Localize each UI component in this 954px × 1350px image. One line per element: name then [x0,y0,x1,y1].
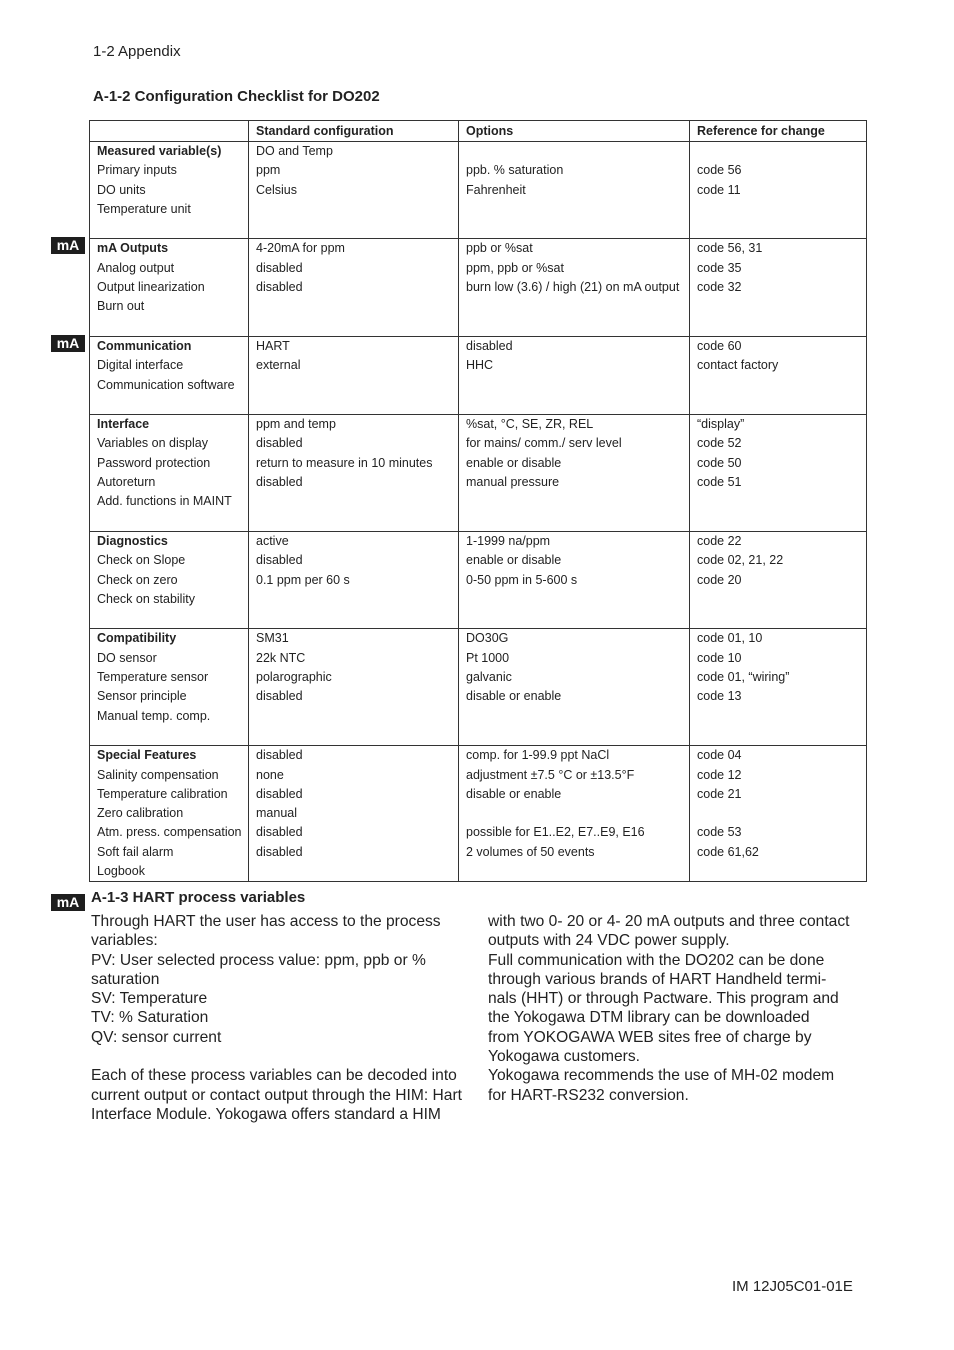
cell-line: SM31 [256,631,289,646]
paragraph-line: outputs with 24 VDC power supply. [488,932,730,950]
paragraph-line: PV: User selected process value: ppm, ppb or % [91,951,426,969]
cell-line: code 20 [697,572,742,587]
section-title-hart: A-1-3 HART process variables [91,889,306,906]
cell-line: disabled [256,553,303,568]
paragraph-line [91,1047,466,1066]
cell-line: 0.1 ppm per 60 s [256,572,350,587]
table-section-row [90,415,867,532]
section-title: Communication [97,338,192,353]
paragraph-line: Interface Module. Yokogawa offers standard a HIM [91,1105,441,1123]
table-cell [90,142,249,239]
table-cell [690,531,867,628]
cell-line: DO units [97,182,146,197]
cell-line: contact factory [697,358,779,373]
table-cell [249,629,459,746]
cell-line [697,142,866,161]
paragraph-line: SV: Temperature [91,990,208,1008]
cell-line: 22k NTC [256,650,306,665]
cell-line: active [256,533,289,548]
cell-line: code 60 [697,338,742,353]
cell-line [97,726,248,745]
cell-line: code 13 [697,689,742,704]
cell-line [466,804,689,823]
cell-line: code 52 [697,436,742,451]
cell-line: disable or enable [466,689,562,704]
cell-line [697,590,866,609]
cell-line: Zero calibration [97,806,184,821]
cell-line [466,376,689,395]
table-section-row [90,746,867,882]
cell-line [466,297,689,316]
paragraph-line: Full communication with the DO202 can be done [488,951,825,969]
section-title: Compatibility [97,631,177,646]
column-header: Standard configuration [249,121,459,142]
ma-badge: mA [51,894,85,911]
cell-line: DO30G [466,631,509,646]
paragraph-line: nals (HHT) or through Pactware. This program and [488,990,839,1008]
ma-badge: mA [51,237,85,254]
cell-line: Atm. press. compensation [97,825,242,840]
cell-line: disabled [256,844,303,859]
paragraph-line: from YOKOGAWA WEB sites free of charge by [488,1028,812,1046]
cell-line: burn low (3.6) / high (21) on mA output [466,280,680,295]
table-cell [249,142,459,239]
table-cell [459,239,690,336]
paragraph-line: Yokogawa customers. [488,1048,640,1066]
cell-line: external [256,358,301,373]
ma-badge: mA [51,335,85,352]
cell-line: manual pressure [466,475,560,490]
cell-line [97,317,248,336]
cell-line: ppm, ppb or %sat [466,260,564,275]
table-section-row [90,336,867,414]
cell-line: code 01, 10 [697,631,763,646]
cell-line: ppb or %sat [466,241,533,256]
cell-line [256,590,458,609]
column-header [90,121,249,142]
cell-line: Communication software [97,377,235,392]
section-title: mA Outputs [97,241,169,256]
cell-line: code 35 [697,260,742,275]
table-cell [90,336,249,414]
table-cell [90,746,249,882]
table-header-row [90,121,867,142]
cell-line [466,590,689,609]
table-cell [459,142,690,239]
paragraph-line: Yokogawa recommends the use of MH-02 modem [488,1067,835,1085]
paragraph-line: with two 0- 20 or 4- 20 mA outputs and three contact [488,913,850,930]
cell-line: ppm [256,163,281,178]
cell-line: code 22 [697,533,742,548]
paragraph-line: Through HART the user has access to the process [91,913,441,930]
table-cell [249,531,459,628]
cell-line: manual [256,806,297,821]
cell-line: Check on Slope [97,553,186,568]
cell-line: galvanic [466,670,512,685]
cell-line [466,492,689,511]
cell-line: Temperature unit [97,201,191,216]
cell-line: HART [256,338,290,353]
cell-line: polarographic [256,670,332,685]
cell-line: Autoreturn [97,475,156,490]
cell-line: Fahrenheit [466,182,526,197]
paragraph-line: Each of these process variables can be decoded into [91,1067,457,1085]
cell-line: code 12 [697,767,742,782]
cell-line: disabled [256,689,303,704]
section-title: Special Features [97,748,197,763]
table-cell [459,629,690,746]
table-cell [249,415,459,532]
cell-line: DO sensor [97,650,157,665]
cell-line: code 51 [697,475,742,490]
column-header: Options [459,121,690,142]
cell-line: enable or disable [466,455,562,470]
cell-line: Digital interface [97,358,184,373]
cell-line: disabled [256,475,303,490]
cell-line: Check on zero [97,572,178,587]
table-cell [690,142,867,239]
cell-line: Password protection [97,455,211,470]
section-title: Diagnostics [97,533,168,548]
cell-line: Temperature sensor [97,670,209,685]
page-header: 1-2 Appendix [93,43,181,60]
cell-line: for mains/ comm./ serv level [466,436,622,451]
table-cell [690,336,867,414]
cell-line: disabled [256,825,303,840]
cell-line: none [256,767,284,782]
cell-line: disable or enable [466,786,562,801]
table-cell [459,531,690,628]
cell-line: 1-1999 na/ppm [466,533,551,548]
configuration-checklist-table [89,120,867,882]
section-title: Interface [97,417,150,432]
footer-doc-id: IM 12J05C01-01E [732,1278,853,1295]
hart-text-left-column [91,912,466,1124]
cell-line [466,707,689,726]
cell-line [697,804,866,823]
cell-line [697,376,866,395]
cell-line: Temperature calibration [97,786,228,801]
table-title: A-1-2 Configuration Checklist for DO202 [93,88,380,105]
table-section-row [90,629,867,746]
cell-line: ppb. % saturation [466,163,564,178]
cell-line [697,707,866,726]
cell-line: “display” [697,417,745,432]
paragraph-line: current output or contact output through the HIM: Hart [91,1086,462,1104]
cell-line [97,395,248,414]
table-cell [690,629,867,746]
cell-line: code 61,62 [697,844,759,859]
paragraph-line: for HART-RS232 conversion. [488,1086,689,1104]
cell-line: 0-50 ppm in 5-600 s [466,572,578,587]
cell-line: Analog output [97,260,175,275]
cell-line: Salinity compensation [97,767,219,782]
cell-line: %sat, °C, SE, ZR, REL [466,417,594,432]
cell-line: disabled [256,786,303,801]
cell-line [256,492,458,511]
table-cell [249,239,459,336]
cell-line [97,219,248,238]
cell-line: Pt 1000 [466,650,510,665]
cell-line: HHC [466,358,494,373]
table-section-row [90,531,867,628]
table-cell [690,415,867,532]
cell-line: disabled [256,280,303,295]
cell-line [697,297,866,316]
cell-line: disabled [256,436,303,451]
cell-line: Variables on display [97,436,208,451]
cell-line: code 04 [697,748,742,763]
cell-line: disabled [256,260,303,275]
cell-line: Sensor principle [97,689,187,704]
column-header: Reference for change [690,121,867,142]
cell-line [97,512,248,531]
cell-line [466,200,689,219]
cell-line: comp. for 1-99.9 ppt NaCl [466,748,610,763]
table-cell [90,531,249,628]
cell-line: code 01, “wiring” [697,670,790,685]
cell-line: code 11 [697,182,741,197]
cell-line: disabled [466,338,513,353]
cell-line [256,200,458,219]
cell-line: enable or disable [466,553,562,568]
paragraph-line: the Yokogawa DTM library can be downloaded [488,1009,810,1027]
cell-line: code 56, 31 [697,241,763,256]
cell-line [697,492,866,511]
table-cell [90,239,249,336]
cell-line: code 56 [697,163,742,178]
cell-line: Celsius [256,182,297,197]
cell-line: code 21 [697,786,742,801]
cell-line [256,707,458,726]
cell-line: code 32 [697,280,742,295]
hart-text-right-column [488,912,863,1105]
cell-line: Add. functions in MAINT [97,494,232,509]
cell-line [97,609,248,628]
cell-line: return to measure in 10 minutes [256,455,433,470]
paragraph-line: variables: [91,932,158,950]
section-title: Measured variable(s) [97,144,222,158]
cell-line: 4-20mA for ppm [256,241,345,256]
cell-line: Soft fail alarm [97,844,174,859]
cell-line: 2 volumes of 50 events [466,844,595,859]
cell-line: Output linearization [97,280,205,295]
cell-line [466,142,689,161]
table-cell [249,746,459,882]
paragraph-line: QV: sensor current [91,1028,222,1046]
cell-line: disabled [256,748,303,763]
paragraph-line: TV: % Saturation [91,1009,209,1027]
table-cell [690,746,867,882]
cell-line: Check on stability [97,591,195,606]
paragraph-line: through various brands of HART Handheld termi- [488,970,827,988]
cell-line: code 02, 21, 22 [697,553,784,568]
table-cell [459,336,690,414]
cell-line: Manual temp. comp. [97,708,211,723]
table-section-row [90,142,867,239]
table-cell [459,746,690,882]
cell-line: ppm and temp [256,417,336,432]
table-section-row [90,239,867,336]
cell-line [256,376,458,395]
table-cell [690,239,867,336]
cell-line: Burn out [97,299,145,314]
cell-line [697,200,866,219]
cell-line: code 50 [697,455,742,470]
table-cell [90,415,249,532]
cell-line: Logbook [97,863,145,878]
cell-line: DO and Temp [256,144,333,158]
table-cell [90,629,249,746]
cell-line: adjustment ±7.5 °C or ±13.5°F [466,767,635,782]
table-cell [459,415,690,532]
table-cell [249,336,459,414]
cell-line [256,297,458,316]
cell-line: code 53 [697,825,742,840]
cell-line: possible for E1..E2, E7..E9, E16 [466,825,645,840]
paragraph-line: saturation [91,970,160,988]
cell-line: Primary inputs [97,163,177,178]
cell-line: code 10 [697,650,742,665]
